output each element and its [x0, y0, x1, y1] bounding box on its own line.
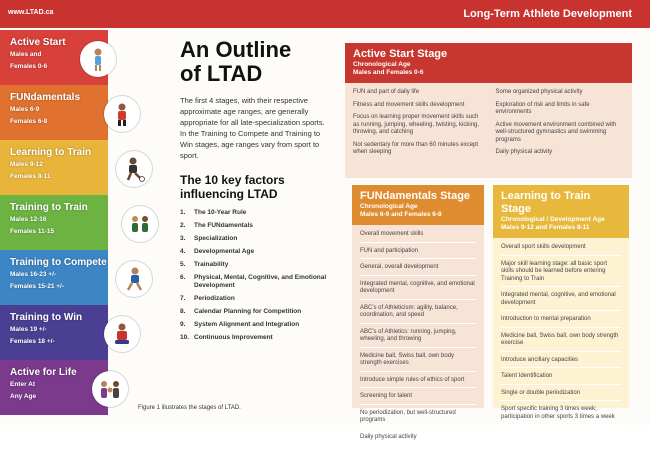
factor-text: The 10-Year Rule: [194, 209, 247, 216]
stage-box-header: [352, 185, 484, 225]
stage-box-item: Some organized physical activity: [495, 89, 583, 95]
stage-box-header: [493, 185, 629, 238]
factor-text: Trainability: [194, 261, 229, 268]
stage-box-subtitle: Chronological Age: [353, 61, 411, 68]
factor-text: System Alignment and Integration: [194, 321, 300, 328]
stage-age-line: Males 12-16: [10, 216, 47, 223]
stage-age-line: Males and: [10, 51, 42, 58]
stage-box-item: Daily physical activity: [360, 434, 476, 446]
stage-box-item: Integrated mental, cognitive, and emotional development: [501, 292, 621, 311]
stage-box-item: Focus on learning proper movement skills such as running, jumping, wheeling, twisting, kicking, throwing, and catching: [353, 114, 480, 135]
stage-age-line: Any Age: [10, 392, 37, 400]
stage-box-item: Medicine ball, Swiss ball, own body strength exercises: [360, 353, 476, 372]
stage-box-title: Active Start Stage: [353, 48, 448, 60]
stage-box-body: [352, 225, 484, 456]
intro-paragraph: The first 4 stages, with their respective approximate age ranges, are generally appropriate for all late-specialization sports. In the Training to Compete and Training to Win stages, age ranges vary from sport to sport.: [180, 96, 325, 160]
learning-to-train-stage-box: [493, 185, 629, 420]
factor-text: The FUNdamentals: [194, 222, 253, 229]
stage-box-title: Learning to Train Stage: [501, 190, 591, 215]
stage-box-item: Medicine ball, Swiss ball, own body strength exercise: [501, 333, 621, 352]
factor-number: 5.: [180, 261, 186, 268]
stage-box-item: FUN and part of daily life: [353, 89, 420, 95]
stage-box-item: Fitness and movement skills development: [353, 101, 465, 108]
factor-number: 8.: [180, 308, 186, 315]
stage-box-item: Introduce ancillary capacities: [501, 357, 621, 369]
stage-box-subtitle: Males and Females 0-6: [353, 69, 424, 76]
factor-item: [180, 209, 330, 217]
factor-text: Calendar Planning for Competition: [194, 308, 302, 315]
factor-item: [180, 248, 330, 256]
athlete-photo-toddler: [80, 41, 116, 77]
stage-name: FUNdamentals: [10, 92, 81, 103]
factor-number: 9.: [180, 321, 186, 328]
stage-box-item: Exploration of risk and limits in safe environments: [495, 101, 590, 115]
stage-box-subtitle: Males 9-12 and Females 8-11: [501, 224, 590, 231]
stage-box-subtitle: Chronological / Development Age: [501, 216, 605, 223]
factor-item: [180, 274, 330, 290]
athlete-photo-family: [92, 371, 128, 407]
stage-box-title: FUNdamentals Stage: [360, 190, 471, 202]
athlete-photo-competitor: [104, 316, 140, 352]
stage-age-line: Females 0-6: [10, 62, 48, 70]
stage-box-body: [493, 238, 629, 436]
stage-box-item: Introduce simple rules of ethics of sport: [360, 377, 476, 389]
header-bar: [0, 0, 650, 28]
athlete-photo-runner: [116, 261, 152, 297]
factor-item: [180, 261, 330, 269]
stage-box-item: Major skill learning stage: all basic sport skills should be learned before entering Training to Train: [501, 261, 621, 288]
factor-item: [180, 235, 330, 243]
factor-number: 4.: [180, 248, 186, 255]
factor-number: 1.: [180, 209, 186, 216]
stage-box-body: [345, 83, 632, 168]
factor-text: Physical, Mental, Cognitive, and Emotional Development: [194, 274, 327, 289]
factor-number: 10.: [180, 334, 190, 341]
stage-box-column-right: [496, 89, 625, 162]
site-url[interactable]: www.LTAD.ca: [8, 9, 54, 16]
factor-item: [180, 321, 330, 329]
factor-number: 7.: [180, 295, 186, 302]
factor-text: Continuous Improvement: [194, 334, 273, 341]
stage-box-subtitle: Chronological Age: [360, 203, 418, 210]
factor-number: 6.: [180, 274, 186, 281]
header-title: Long-Term Athlete Development: [463, 8, 632, 20]
athlete-photo-soccer: [116, 151, 152, 187]
stage-box-item: FUN and participation: [360, 248, 476, 260]
stage-name: Training to Win: [10, 312, 83, 323]
stage-band-fundamentals: [0, 85, 108, 140]
athlete-photo-child: [104, 96, 140, 132]
factor-text: Specialization: [194, 235, 238, 242]
stage-age-line: Females 8-11: [10, 172, 51, 180]
stage-age-line: Females 6-8: [10, 117, 48, 125]
stage-box-item: Overall movement skills: [360, 231, 476, 243]
stage-name: Active for Life: [10, 367, 77, 378]
factor-text: Periodization: [194, 295, 235, 302]
stage-name: Training to Compete: [10, 257, 107, 268]
stage-age-line: Females 11-15: [10, 227, 55, 235]
stage-box-header: [345, 43, 632, 83]
stage-age-line: Males 19 +/-: [10, 326, 47, 333]
factor-number: 3.: [180, 235, 186, 242]
outline-column: [180, 38, 330, 347]
stage-band-training-to-train: [0, 195, 108, 250]
factor-item: [180, 334, 330, 342]
stage-name: Learning to Train: [10, 147, 92, 158]
stage-box-item: Daily physical activity: [495, 149, 553, 155]
page-title-line: of LTAD: [180, 61, 263, 86]
stage-box-item: No periodization, but well-structured programs: [360, 410, 476, 429]
stage-age-line: Females 15-21 +/-: [10, 282, 65, 290]
stage-box-subtitle: Males 6-9 and Females 6-8: [360, 211, 442, 218]
stage-box-item: Single or double periodization: [501, 390, 621, 402]
stage-band-training-to-win: [0, 305, 108, 360]
stage-box-item: ABC's of Athleticism: agility, balance, coordination, and speed: [360, 305, 476, 324]
stage-box-item: Integrated mental, cognitive, and emotional development: [360, 281, 476, 300]
stage-age-line: Males 9-12: [10, 161, 43, 168]
stage-box-item: Talent Identification: [501, 373, 621, 385]
stage-box-item: General, overall development: [360, 264, 476, 276]
page-title-line: An Outline: [180, 37, 292, 62]
stage-ribbon: [0, 30, 165, 415]
stage-box-column-left: [353, 89, 482, 162]
athlete-photo-team: [122, 206, 158, 242]
fundamentals-stage-box: [352, 185, 484, 440]
stage-name: Active Start: [10, 37, 66, 48]
stage-age-line: Males 6-9: [10, 106, 40, 113]
factor-text: Developmental Age: [194, 248, 255, 255]
figure-caption: Figure 1 illustrates the stages of LTAD.: [138, 405, 241, 411]
stage-box-item: ABC's of Athletics: running, jumping, wheeling, and throwing: [360, 329, 476, 348]
factor-item: [180, 222, 330, 230]
active-start-stage-box: [345, 43, 632, 178]
stage-box-item: Not sedentary for more than 60 minutes except when sleeping: [353, 141, 479, 155]
stage-name: Training to Train: [10, 202, 88, 213]
stage-band-learning-to-train: [0, 140, 108, 195]
factor-item: [180, 295, 330, 303]
stage-box-item: Overall sport skills development: [501, 244, 621, 256]
stage-box-item: Screening for talent: [360, 393, 476, 405]
stage-age-line: Males 16-23 +/-: [10, 271, 57, 278]
factor-item: [180, 308, 330, 316]
stage-age-line: Females 18 +/-: [10, 337, 55, 345]
factors-list: [180, 209, 330, 342]
stage-box-item: Active movement environment combined with well-structured gymnastics and swimming programs: [495, 121, 617, 143]
stage-band-training-to-compete: [0, 250, 108, 305]
stage-age-line: Enter At: [10, 381, 36, 388]
stage-box-item: Sport specific training 3 times week; participation in other sports 3 times a week: [501, 406, 621, 425]
stage-box-item: Introduction to mental preparation: [501, 316, 621, 328]
factors-heading-line: The 10 key factors: [180, 173, 285, 187]
factors-heading-line: influencing LTAD: [180, 187, 278, 201]
factor-number: 2.: [180, 222, 186, 229]
